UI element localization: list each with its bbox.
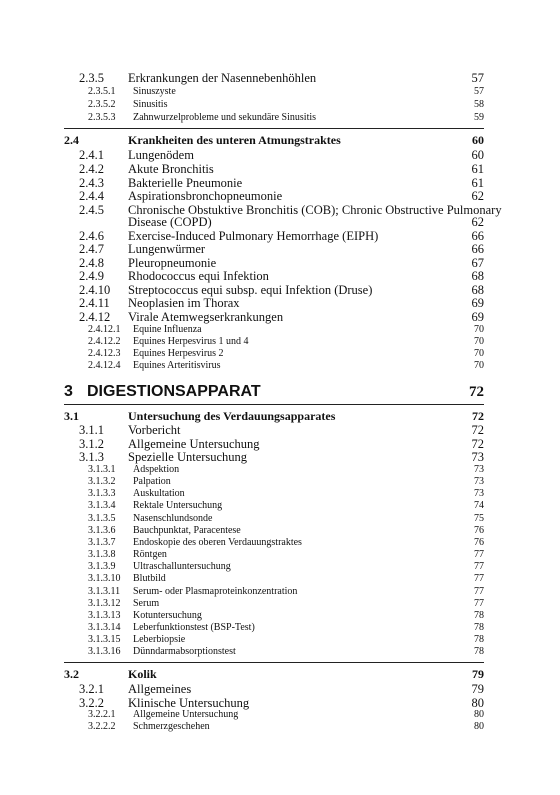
toc-entry-page: 76: [474, 537, 484, 548]
toc-entry-page: 72: [471, 423, 484, 437]
toc-entry-page: 70: [474, 336, 484, 347]
toc-entry-number: 3.2.2.1: [88, 709, 116, 720]
toc-entry-page: 74: [474, 500, 484, 511]
toc-entry-title: Krankheiten des unteren Atmungstraktes: [128, 133, 341, 147]
toc-entry-number: 2.3.5.3: [88, 112, 116, 123]
toc-entry-title: Nasenschlundsonde: [133, 513, 213, 524]
toc-entry-page: 68: [471, 269, 484, 283]
toc-entry-number: 3.1.3.5: [88, 513, 116, 524]
toc-entry-page: 78: [474, 634, 484, 645]
toc-entry-number: 2.3.5.2: [88, 99, 116, 110]
toc-entry-number: 2.4.6: [79, 229, 104, 243]
toc-entry-page: 57: [474, 86, 484, 97]
toc-entry-number: 2.4.5: [79, 203, 104, 217]
toc-entry-title: Endoskopie des oberen Verdauungstraktes: [133, 537, 302, 548]
toc-entry-title: Sinuszyste: [133, 86, 176, 97]
toc-entry-page: 72: [471, 437, 484, 451]
toc-entry-title: Equines Herpesvirus 2: [133, 348, 224, 359]
toc-entry-page: 58: [474, 99, 484, 110]
toc-entry-title: Palpation: [133, 476, 171, 487]
toc-entry-title: Rhodococcus equi Infektion: [128, 269, 269, 283]
toc-entry-title: Schmerzgeschehen: [133, 721, 210, 732]
toc-entry-number: 2.4: [64, 133, 79, 147]
toc-entry-number: 3.1.3.16: [88, 646, 121, 657]
toc-entry-number: 2.4.2: [79, 162, 104, 176]
toc-entry-title: Kolik: [128, 667, 157, 681]
toc-entry-number: 2.4.12: [79, 310, 111, 324]
toc-entry-number: 3.1.3.3: [88, 488, 116, 499]
toc-entry-page: 66: [471, 242, 484, 256]
toc-entry-page: 72: [472, 409, 484, 423]
toc-entry-number: 2.3.5: [79, 71, 104, 85]
toc-entry-number: 2.4.4: [79, 189, 104, 203]
toc-entry-page: 80: [471, 696, 484, 710]
toc-entry-page: 73: [474, 464, 484, 475]
toc-entry-number: 3.1.3.1: [88, 464, 116, 475]
section-rule: [64, 128, 484, 129]
toc-entry-title: Auskultation: [133, 488, 185, 499]
section-rule: [64, 662, 484, 663]
toc-entry-page: 59: [474, 112, 484, 123]
toc-entry-number: 3.1.3.11: [88, 586, 121, 597]
toc-entry-number: 3.1.3.7: [88, 537, 116, 548]
toc-entry-number: 2.4.10: [79, 283, 111, 297]
section-rule: [64, 404, 484, 405]
toc-entry-number: 3.2.2.2: [88, 721, 116, 732]
toc-entry-title: Streptococcus equi subsp. equi Infektion (Druse): [128, 283, 373, 297]
toc-entry-title: Lungenödem: [128, 148, 194, 162]
toc-entry-page: 80: [474, 709, 484, 720]
toc-entry-title: Akute Bronchitis: [128, 162, 214, 176]
toc-entry-number: 3.2: [64, 667, 79, 681]
toc-entry-title: Neoplasien im Thorax: [128, 296, 240, 310]
toc-entry-page: 77: [474, 573, 484, 584]
toc-entry-number: 3.1.3.10: [88, 573, 121, 584]
toc-entry-title: Zahnwurzelprobleme und sekundäre Sinusitis: [133, 112, 317, 123]
toc-entry-title: Chronische Obstuktive Bronchitis (COB); Chronic Obstructive Pulmonary: [128, 203, 502, 217]
toc-entry-number: 3.1.3.8: [88, 549, 116, 560]
toc-entry-title: Virale Atemwegserkrankungen: [128, 310, 284, 324]
toc-entry-title: Allgemeine Untersuchung: [128, 437, 260, 451]
toc-entry-title: Erkrankungen der Nasennebenhöhlen: [128, 71, 317, 85]
toc-entry-page: 69: [471, 310, 484, 324]
toc-entry-title: Serum: [133, 598, 160, 609]
toc-entry-page: 68: [471, 283, 484, 297]
toc-entry-title: Rektale Untersuchung: [133, 500, 223, 511]
toc-entry-title: Equines Arteritisvirus: [133, 360, 221, 371]
toc-entry-number: 3: [64, 383, 73, 400]
toc-entry-title: Leberfunktionstest (BSP-Test): [133, 622, 255, 633]
toc-entry-page: 61: [471, 176, 484, 190]
toc-entry-number: 3.2.1: [79, 682, 104, 696]
toc-entry-number: 2.4.8: [79, 256, 104, 270]
toc-entry-page: 60: [471, 148, 484, 162]
toc-entry-number: 2.4.3: [79, 176, 104, 190]
toc-entry-title: Allgemeines: [128, 682, 192, 696]
toc-entry-title: Equine Influenza: [133, 324, 202, 335]
toc-entry-page: 67: [471, 256, 484, 270]
toc-entry-number: 2.4.12.2: [88, 336, 121, 347]
toc-entry-number: 3.1.3.2: [88, 476, 116, 487]
toc-entry-title: Kotuntersuchung: [133, 610, 202, 621]
toc-entry-page: 73: [471, 450, 484, 464]
toc-entry-number: 3.1: [64, 409, 79, 423]
toc-entry-number: 2.4.12.3: [88, 348, 121, 359]
toc-entry-page: 75: [474, 513, 484, 524]
toc-entry-page: 62: [471, 189, 484, 203]
toc-entry-title: Untersuchung des Verdauungsapparates: [128, 409, 336, 423]
toc-entry-title: Lungenwürmer: [128, 242, 206, 256]
toc-entry-title: Pleuropneumonie: [128, 256, 217, 270]
toc-entry-page: 76: [474, 525, 484, 536]
toc-entry-page: 77: [474, 561, 484, 572]
toc-entry-page: 66: [471, 229, 484, 243]
toc-entry-page: 73: [474, 488, 484, 499]
toc-entry-number: 2.4.12.4: [88, 360, 121, 371]
toc-entry-number: 3.1.3.15: [88, 634, 121, 645]
toc-entry-number: 3.1.1: [79, 423, 104, 437]
toc-entry-number: 3.1.3.12: [88, 598, 121, 609]
toc-entry-page: 78: [474, 610, 484, 621]
toc-entry-title: Bakterielle Pneumonie: [128, 176, 243, 190]
toc-entry-page: 78: [474, 622, 484, 633]
toc-entry-page: 70: [474, 324, 484, 335]
toc-entry-title: Serum- oder Plasmaproteinkonzentration: [133, 586, 298, 597]
toc-entry-title: Aspirationsbronchopneumonie: [128, 189, 283, 203]
toc-entry-title: Bauchpunktat, Paracentese: [133, 525, 241, 536]
toc-entry-title: Allgemeine Untersuchung: [133, 709, 239, 720]
toc-entry-number: 2.3.5.1: [88, 86, 116, 97]
toc-entry-page: 70: [474, 360, 484, 371]
toc-entry-number: 3.1.3.4: [88, 500, 116, 511]
toc-entry-page: 61: [471, 162, 484, 176]
toc-entry-page: 69: [471, 296, 484, 310]
toc-entry-number: 3.1.3.14: [88, 622, 121, 633]
toc-entry-number: 3.1.3.9: [88, 561, 116, 572]
toc-entry-number: 2.4.9: [79, 269, 104, 283]
toc-entry-page: 70: [474, 348, 484, 359]
toc-entry-title: Sinusitis: [133, 99, 168, 110]
toc-entry-page: 79: [472, 667, 484, 681]
toc-entry-number: 3.1.2: [79, 437, 104, 451]
toc-entry-number: 3.2.2: [79, 696, 104, 710]
toc-entry-number: 3.1.3: [79, 450, 104, 464]
toc-entry-number: 2.4.1: [79, 148, 104, 162]
toc-entry-number: 2.4.7: [79, 242, 104, 256]
toc-entry-page: 62: [471, 215, 484, 229]
toc-entry-title: Blutbild: [133, 573, 166, 584]
toc-entry-page: 79: [471, 682, 484, 696]
toc-entry-title: Equines Herpesvirus 1 und 4: [133, 336, 249, 347]
toc-entry-number: 2.4.11: [79, 296, 110, 310]
toc-entry-page: 77: [474, 549, 484, 560]
toc-entry-page: 77: [474, 586, 484, 597]
toc-entry-title: Vorbericht: [128, 423, 181, 437]
toc-entry-title: Dünndarmabsorptionstest: [133, 646, 236, 657]
toc-entry-page: 73: [474, 476, 484, 487]
toc-entry-title: Ultraschalluntersuchung: [133, 561, 231, 572]
toc-entry-page: 57: [471, 71, 484, 85]
toc-entry-page: 80: [474, 721, 484, 732]
toc-entry-number: 3.1.3.6: [88, 525, 116, 536]
toc-entry-title: Röntgen: [133, 549, 167, 560]
toc-entry-title: Disease (COPD): [128, 215, 212, 229]
toc-entry-page: 78: [474, 646, 484, 657]
toc-entry-page: 60: [472, 133, 484, 147]
toc-entry-title: DIGESTIONSAPPARAT: [87, 383, 261, 400]
toc-entry-number: 2.4.12.1: [88, 324, 121, 335]
toc-entry-title: Leberbiopsie: [133, 634, 186, 645]
toc-entry-title: Klinische Untersuchung: [128, 696, 250, 710]
toc-entry-title: Adspektion: [133, 464, 180, 475]
toc-entry-title: Exercise-Induced Pulmonary Hemorrhage (EIPH): [128, 229, 379, 243]
toc-entry-number: 3.1.3.13: [88, 610, 121, 621]
toc-entry-title: Spezielle Untersuchung: [128, 450, 248, 464]
toc-entry-page: 72: [469, 384, 484, 400]
toc-entry-page: 77: [474, 598, 484, 609]
